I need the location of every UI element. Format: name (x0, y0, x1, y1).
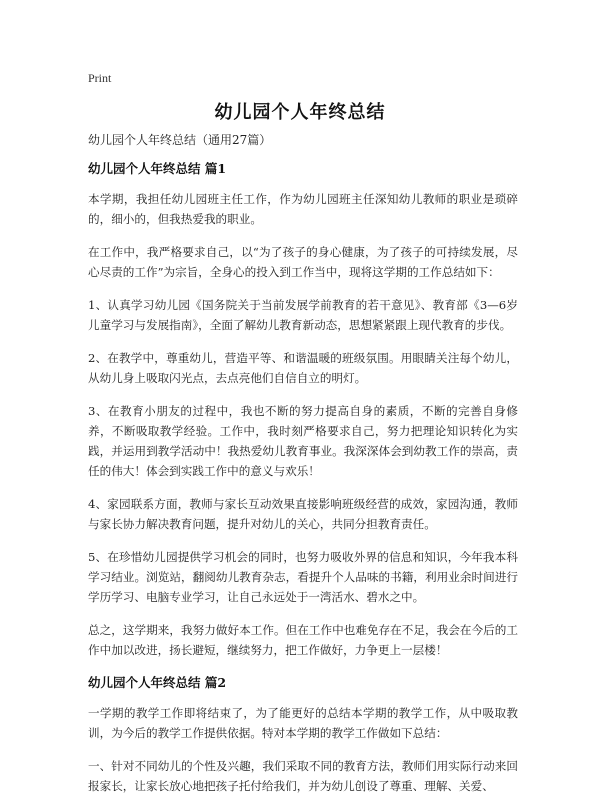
section-heading: 幼儿园个人年终总结 篇1 (88, 161, 227, 176)
paragraph: 4、家园联系方面，教师与家长互动效果直接影响班级经营的成效，家园沟通，教师与家长协力解决教育问题，提升对幼儿的关心，共同分担教育责任。 (88, 497, 518, 531)
document-body (88, 130, 518, 809)
paragraph: 2、在教学中，尊重幼儿，营造平等、和谐温暖的班级氛围。用眼睛关注每个幼儿，从幼儿身上吸取闪光点，去点亮他们自信自立的明灯。 (88, 351, 518, 385)
paragraph: 在工作中，我严格要求自己，以“为了孩子的身心健康，为了孩子的可持续发展，尽心尽责的工作”为宗旨，全身心的投入到工作当中，现将这学期的工作总结如下： (88, 245, 518, 279)
paragraph: 3、在教育小朋友的过程中，我也不断的努力提高自身的素质，不断的完善自身修养，不断吸取教学经验。工作中，我时刻严格要求自己，努力把理论知识转化为实践，并运用到教学活动中！我热爱幼儿教育事业。我深深体会到幼教工作的崇高，责任的伟大！体会到实践工作中的意义与欢乐！ (88, 404, 518, 478)
page-title: 幼儿园个人年终总结 (214, 102, 386, 123)
paragraph: 5、在珍惜幼儿园提供学习机会的同时，也努力吸收外界的信息和知识，今年我本科学习结业。浏览站，翻阅幼儿教育杂志，看提升个人品味的书籍，利用业余时间进行学历学习、电脑专业学习，让自己永远处于一湾活水、碧水之中。 (88, 550, 518, 604)
paragraph: 本学期，我担任幼儿园班主任工作，作为幼儿园班主任深知幼儿教师的职业是琐碎的，细小的，但我热爱我的职业。 (88, 192, 518, 226)
section-2 (88, 673, 518, 796)
document-subtitle: 幼儿园个人年终总结（通用27篇） (88, 133, 272, 147)
paragraph: 一学期的教学工作即将结束了，为了能更好的总结本学期的教学工作，从中吸取教训，为今后的教学工作提供依据。特对本学期的教学工作做如下总结： (88, 706, 518, 740)
paragraph: 总之，这学期来，我努力做好本工作。但在工作中也难免存在不足，我会在今后的工作中加以改进，扬长避短，继续努力，把工作做好，力争更上一层楼！ (88, 623, 518, 657)
print-label[interactable]: Print (88, 71, 112, 85)
section-1 (88, 159, 518, 660)
section-heading: 幼儿园个人年终总结 篇2 (88, 675, 227, 690)
paragraph: 一、针对不同幼儿的个性及兴趣，我们采取不同的教育方法，教师们用实际行动来回报家长，让家长放心地把孩子托付给我们，并为幼儿创设了尊重、理解、关爱、 (88, 759, 518, 793)
paragraph: 1、认真学习幼儿园《国务院关于当前发展学前教育的若干意见》、教育部《3—6岁儿童学习与发展指南》，全面了解幼儿教育新动态，思想紧紧跟上现代教育的步伐。 (88, 298, 518, 332)
